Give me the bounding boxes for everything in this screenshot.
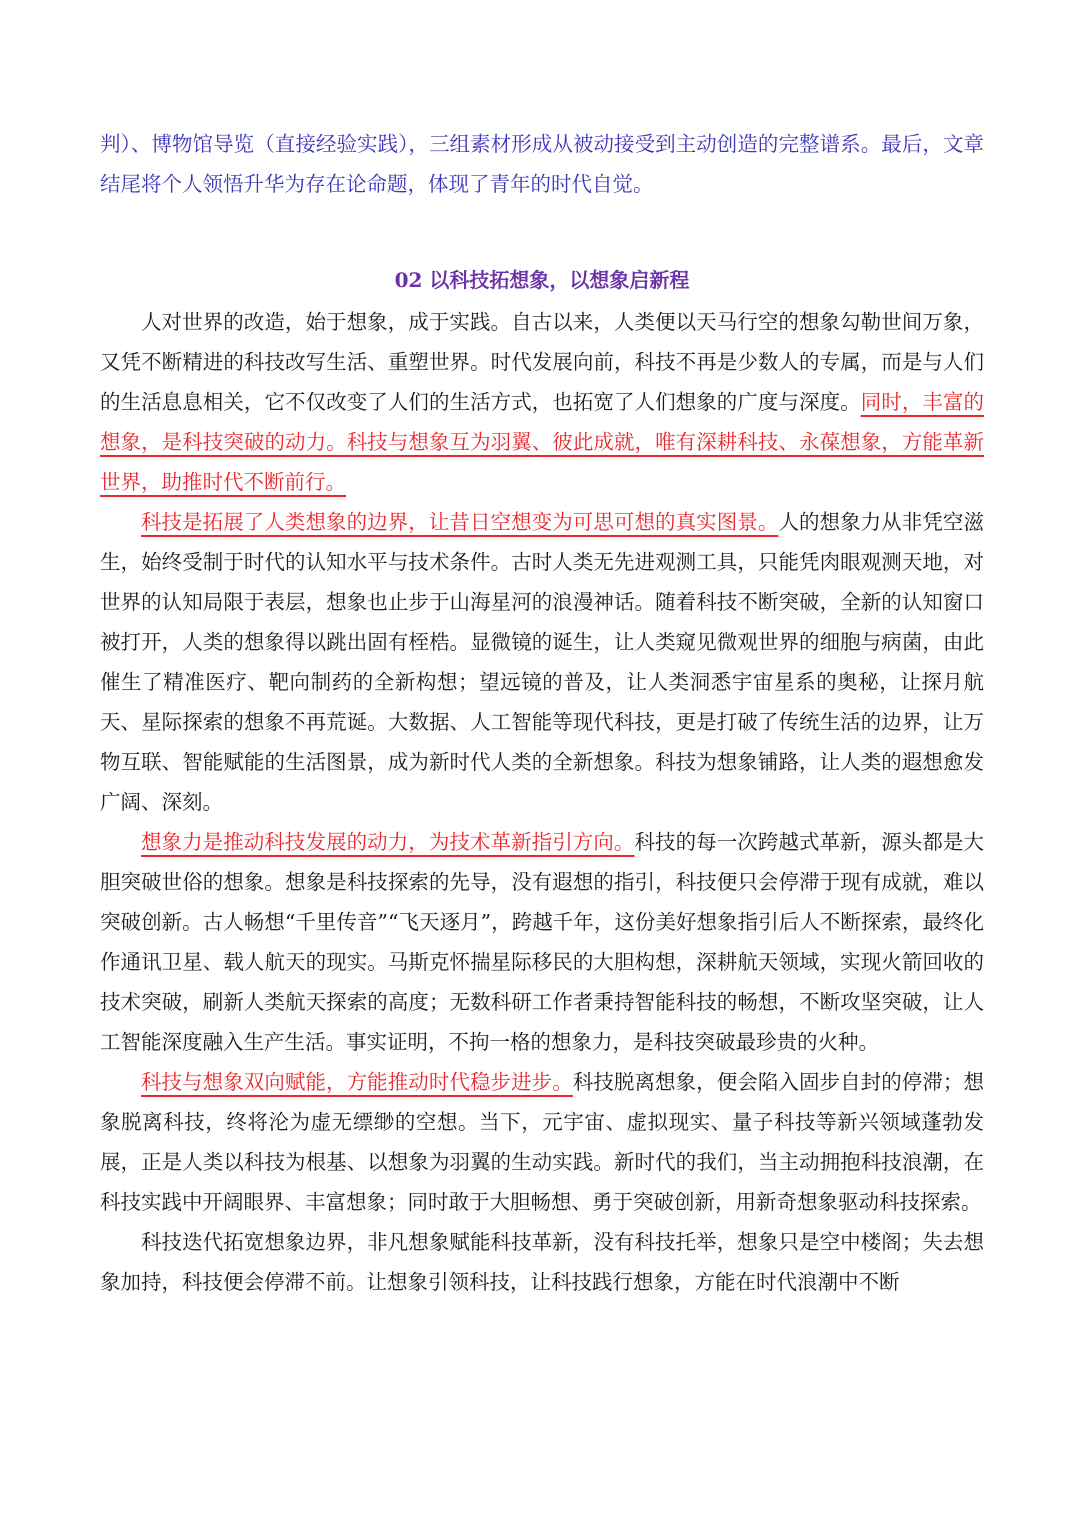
essay-paragraph-argument-3 xyxy=(100,1062,984,1222)
essay-paragraph-argument-2 xyxy=(100,822,984,1062)
topic-sentence-2: 想象力是推动科技发展的动力，为技术革新指引方向。 xyxy=(141,830,635,854)
commentary-text: 判）、博物馆导览（直接经验实践），三组素材形成从被动接受到主动创造的完整谱系。最后，文章结尾将个人领悟升华为存在论命题，体现了青年的时代自觉。 xyxy=(100,132,984,196)
argument-1-text: 人的想象力从非凭空滋生，始终受制于时代的认知水平与技术条件。古时人类无先进观测工具，只能凭肉眼观测天地，对世界的认知局限于表层，想象也止步于山海星河的浪漫神话。随着科技不断突破，全新的认知窗口被打开，人类的想象得以跳出固有桎梏。显微镜的诞生，让人类窥见微观世界的细胞与病菌，由此催生了精准医疗、靶向制药的全新构想；望远镜的普及，让人类洞悉宇宙星系的奥秘，让探月航天、星际探索的想象不再荒诞。大数据、人工智能等现代科技，更是打破了传统生活的边界，让万物互联、智能赋能的生活图景，成为新时代人类的全新想象。科技为想象铺路，让人类的遐想愈发广阔、深刻。 xyxy=(100,510,984,814)
argument-3-text: 科技脱离想象，便会陷入固步自封的停滞；想象脱离科技，终将沦为虚无缥缈的空想。当下，元宇宙、虚拟现实、量子科技等新兴领域蓬勃发展，正是人类以科技为根基、以想象为羽翼的生动实践。新时代的我们，当主动拥抱科技浪潮，在科技实践中开阔眼界、丰富想象；同时敢于大胆畅想、勇于突破创新，用新奇想象驱动科技探索。 xyxy=(100,1070,984,1214)
intro-text: 人对世界的改造，始于想象，成于实践。自古以来，人类便以天马行空的想象勾勒世间万象，又凭不断精进的科技改写生活、重塑世界。时代发展向前，科技不再是少数人的专属，而是与人们的生活息息相关，它不仅改变了人们的生活方式，也拓宽了人们想象的广度与深度。 xyxy=(100,310,984,414)
essay-paragraph-intro xyxy=(100,302,984,502)
essay-title: 02 以科技拓想象，以想象启新程 xyxy=(394,268,690,292)
argument-2-text: 科技的每一次跨越式革新，源头都是大胆突破世俗的想象。想象是科技探索的先导，没有遐想的指引，科技便只会停滞于现有成就，难以突破创新。古人畅想“千里传音”“飞天逐月”，跨越千年，这份美好想象指引后人不断探索，最终化作通讯卫星、载人航天的现实。马斯克怀揣星际移民的大胆构想，深耕航天领域，实现火箭回收的技术突破，刷新人类航天探索的高度；无数科研工作者秉持智能科技的畅想，不断攻坚突破，让人工智能深度融入生产生活。事实证明，不拘一格的想象力，是科技突破最珍贵的火种。 xyxy=(100,830,984,1054)
document-page xyxy=(100,124,984,1302)
essay-paragraph-argument-1 xyxy=(100,502,984,822)
conclusion-text: 科技迭代拓宽想象边界，非凡想象赋能科技革新，没有科技托举，想象只是空中楼阁；失去想象加持，科技便会停滞不前。让想象引领科技，让科技践行想象，方能在时代浪潮中不断 xyxy=(100,1230,984,1294)
thesis-sentence: 同时，丰富的想象，是科技突破的动力。科技与想象互为羽翼、彼此成就，唯有深耕科技、永葆想象，方能革新世界，助推时代不断前行。 xyxy=(100,390,985,494)
topic-sentence-3: 科技与想象双向赋能，方能推动时代稳步进步。 xyxy=(141,1070,573,1094)
essay-paragraph-conclusion xyxy=(100,1222,984,1302)
topic-sentence-1: 科技是拓展了人类想象的边界，让昔日空想变为可思可想的真实图景。 xyxy=(141,510,779,534)
commentary-paragraph xyxy=(100,124,984,204)
